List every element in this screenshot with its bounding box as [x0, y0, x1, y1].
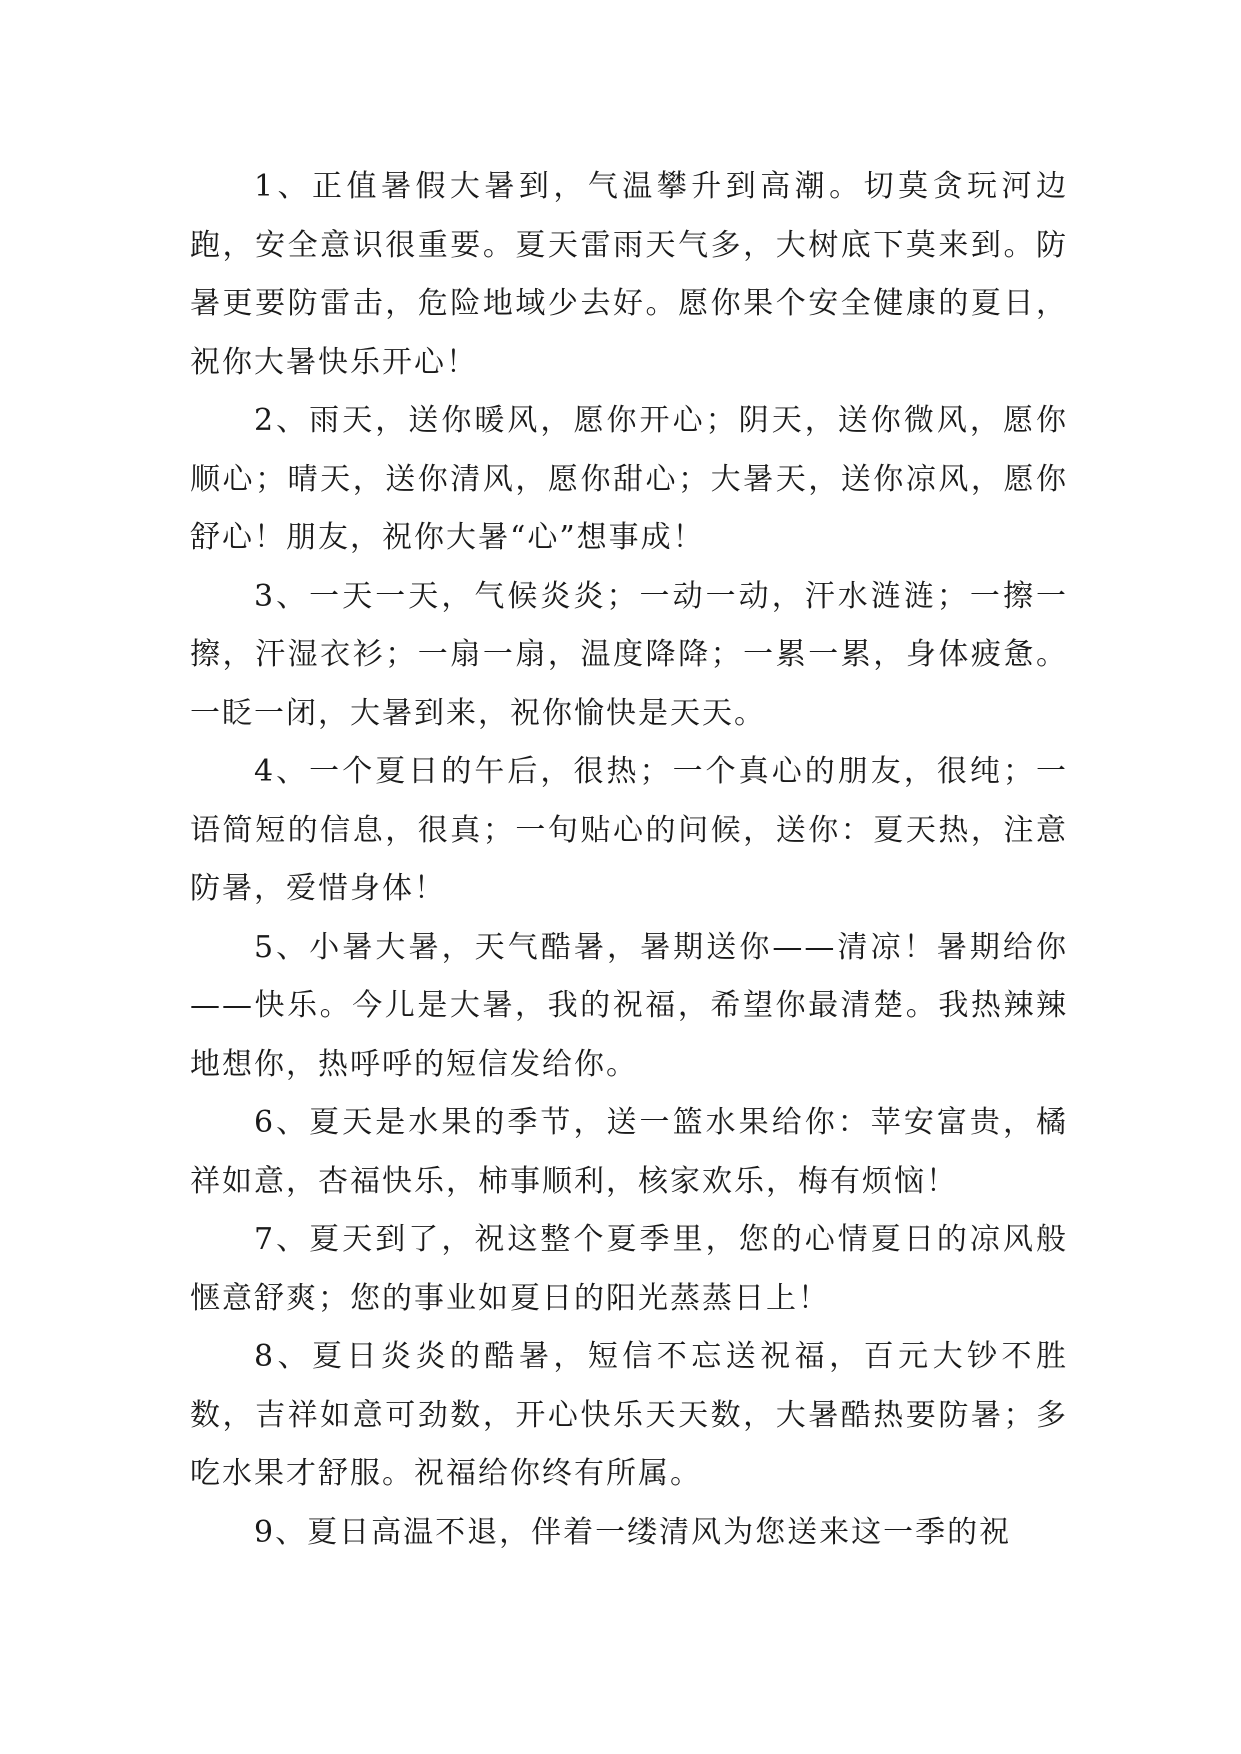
paragraph-2: 2、雨天，送你暖风，愿你开心；阴天，送你微风，愿你顺心；晴天，送你清风，愿你甜心；大暑天，送你凉风，愿你舒心！朋友，祝你大暑“心”想事成！ [190, 403, 1068, 555]
paragraph-6: 6、夏天是水果的季节，送一篮水果给你：苹安富贵，橘祥如意，杏福快乐，柿事顺利，核家欢乐，梅有烦恼！ [190, 1105, 1068, 1199]
paragraph-8: 8、夏日炎炎的酷暑，短信不忘送祝福，百元大钞不胜数，吉祥如意可劲数，开心快乐天天数，大暑酷热要防暑；多吃水果才舒服。祝福给你终有所属。 [190, 1339, 1068, 1491]
paragraph-7: 7、夏天到了，祝这整个夏季里，您的心情夏日的凉风般惬意舒爽；您的事业如夏日的阳光蒸蒸日上！ [190, 1222, 1068, 1316]
paragraph-9: 9、夏日高温不退，伴着一缕清风为您送来这一季的祝 [254, 1514, 1012, 1550]
paragraph-3: 3、一天一天，气候炎炎；一动一动，汗水涟涟；一擦一擦，汗湿衣衫；一扇一扇，温度降降；一累一累，身体疲惫。一眨一闭，大暑到来，祝你愉快是天天。 [190, 578, 1068, 731]
paragraph-4: 4、一个夏日的午后，很热；一个真心的朋友，很纯；一语简短的信息，很真；一句贴心的问候，送你：夏天热，注意防暑，爱惜身体！ [190, 754, 1068, 906]
paragraph-1: 1、正值暑假大暑到，气温攀升到高潮。切莫贪玩河边跑，安全意识很重要。夏天雷雨天气多，大树底下莫来到。防暑更要防雷击，危险地域少去好。愿你果个安全健康的夏日，祝你大暑快乐开心！ [190, 169, 1068, 380]
paragraph-5: 5、小暑大暑，天气酷暑，暑期送你——清凉！暑期给你——快乐。今儿是大暑，我的祝福，希望你最清楚。我热辣辣地想你，热呼呼的短信发给你。 [190, 929, 1068, 1082]
document-body [190, 158, 1068, 1562]
